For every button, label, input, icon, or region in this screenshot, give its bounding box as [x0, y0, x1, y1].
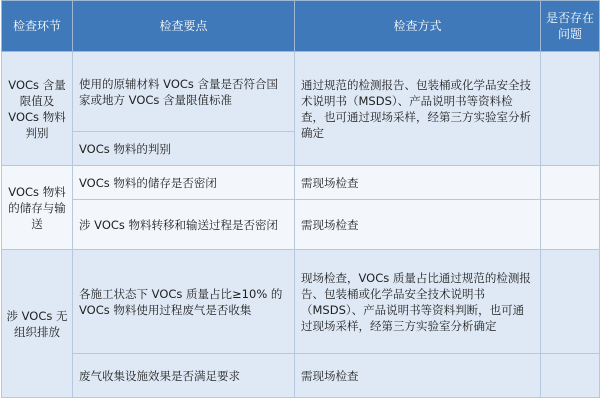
- issue-cell[interactable]: [541, 200, 600, 250]
- issue-cell[interactable]: [541, 354, 600, 398]
- inspection-table: [1, 0, 600, 398]
- header-inspection-stage: 检查环节: [2, 1, 73, 52]
- table-row: [2, 166, 600, 200]
- inspection-point-cell: 各施工状态下 VOCs 质量占比≥10% 的 VOCs 物料使用过程废气是否收集: [73, 250, 295, 354]
- table-row: [2, 200, 600, 250]
- inspection-method-cell: 需现场检查: [295, 200, 541, 250]
- inspection-method-cell: 需现场检查: [295, 166, 541, 200]
- inspection-point-cell: 使用的原辅材料 VOCs 含量是否符合国家或地方 VOCs 含量限值标准: [73, 52, 295, 132]
- header-inspection-points: 检查要点: [73, 1, 295, 52]
- inspection-point-cell: VOCs 物料的判别: [73, 132, 295, 166]
- issue-cell[interactable]: [541, 166, 600, 200]
- inspection-method-cell: 现场检查，VOCs 质量占比通过规范的检测报告、包装桶或化学品安全技术说明书（MSDS）、产品说明书等资料判断，也可通过现场采样，经第三方实验室分析确定: [295, 250, 541, 354]
- inspection-point-cell: VOCs 物料的储存是否密闭: [73, 166, 295, 200]
- issue-cell[interactable]: [541, 52, 600, 166]
- issue-cell[interactable]: [541, 250, 600, 354]
- section-voc-content-limit: VOCs 含量限值及 VOCs 物料判别: [2, 52, 73, 166]
- table-row: [2, 52, 600, 132]
- header-has-issue: 是否存在问题: [541, 1, 600, 52]
- inspection-point-cell: 废气收集设施效果是否满足要求: [73, 354, 295, 398]
- section-voc-storage-transport: VOCs 物料的储存与输送: [2, 166, 73, 250]
- section-voc-fugitive-emission: 涉 VOCs 无组织排放: [2, 250, 73, 398]
- inspection-method-cell: 通过规范的检测报告、包装桶或化学品安全技术说明书（MSDS）、产品说明书等资料检查，也可通过现场采样，经第三方实验室分析确定: [295, 52, 541, 166]
- table-row: [2, 250, 600, 354]
- header-inspection-method: 检查方式: [295, 1, 541, 52]
- table-row: [2, 354, 600, 398]
- table-header-row: [2, 1, 600, 52]
- inspection-point-cell: 涉 VOCs 物料转移和输送过程是否密闭: [73, 200, 295, 250]
- inspection-method-cell: 需现场检查: [295, 354, 541, 398]
